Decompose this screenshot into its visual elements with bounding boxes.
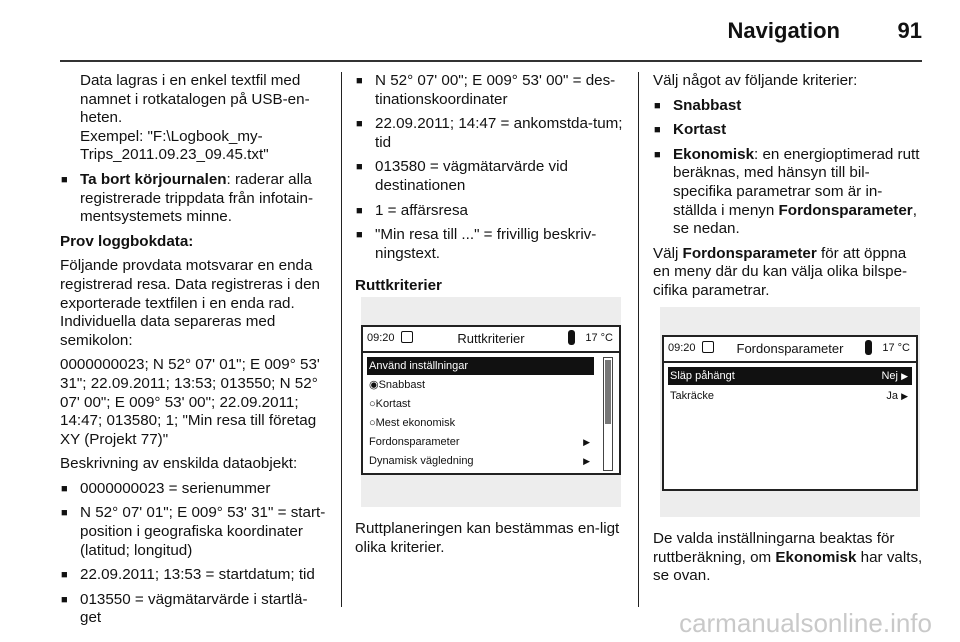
term: Ekonomisk	[673, 145, 755, 163]
caption-fordonsparameter	[653, 530, 923, 586]
term: Fordonsparameter	[778, 201, 913, 219]
temperature: 17 °C	[585, 332, 613, 344]
display-screen	[361, 325, 621, 475]
paragraph: Följande provdata motsvarar en enda registrerad resa. Data registreras i den exporterade textfilen i en enda rad. Individuella data separeras med semikolon:	[60, 257, 320, 349]
menu-item-value: Nej	[881, 370, 898, 382]
menu-item[interactable]	[668, 367, 912, 385]
menu-item-label: Fordonsparameter	[369, 436, 460, 448]
list-item: ■ "Min resa till ..." = frivillig beskriv-ningstext.	[355, 226, 623, 263]
text: Välj	[653, 244, 683, 262]
menu-item-label: ◉Snabbast	[369, 379, 426, 391]
scrollbar-thumb[interactable]	[605, 360, 611, 424]
term: Fordonsparameter	[682, 244, 817, 262]
list-item: ■ 013550 = vägmätarvärde i startlä-get	[60, 591, 328, 628]
chevron-right-icon: ▶	[583, 437, 590, 447]
list-item: ■ 22.09.2011; 13:53 = startdatum; tid	[60, 566, 328, 585]
status-bar	[363, 327, 619, 353]
column-divider	[341, 72, 342, 607]
list-item	[653, 146, 923, 239]
term: Ekonomisk	[775, 548, 857, 566]
text: Exempel: "F:\Logbook_my-Trips_2011.09.23_09.45.txt"	[80, 127, 269, 164]
text: : raderar alla registrerade trippdata från infotain-mentsystemets minne.	[80, 170, 314, 226]
text: Data lagras i en enkel textfil med namnet i rotkatalogen på USB-en-heten.	[80, 72, 310, 127]
paragraph: Beskrivning av enskilda dataobjekt:	[60, 455, 298, 473]
menu-item[interactable]	[367, 452, 594, 470]
column-divider	[638, 72, 639, 607]
watermark: carmanualsonline.info	[679, 608, 932, 638]
term: Ta bort körjournalen	[80, 170, 227, 188]
screen-title: Ruttkriterier	[457, 331, 525, 346]
list-item: ■ Kortast	[653, 121, 923, 140]
menu-item[interactable]	[367, 376, 594, 394]
paragraph: 0000000023; N 52° 07' 01"; E 009° 53' 31"; 22.09.2011; 13:53; 013550; N 52° 07' 00"; E 009° 53' 00"; 22.09.2011; 14:47; 013580; 1; "Min resa till företag XY (Projekt 77)"	[60, 356, 320, 448]
chevron-right-icon: ▶	[901, 371, 908, 381]
text: , se nedan.	[673, 201, 917, 238]
menu-item[interactable]	[367, 395, 594, 413]
section-heading: Prov loggbokdata:	[60, 232, 194, 250]
text: De valda inställningarna beaktas för ruttberäkning, om	[653, 530, 895, 566]
page-title: Navigation	[727, 18, 840, 43]
menu-item[interactable]	[668, 387, 912, 405]
paragraph	[60, 72, 328, 165]
list-item: ■ 22.09.2011; 14:47 = ankomstda-tum; tid	[355, 115, 623, 152]
column-1	[60, 72, 328, 634]
chevron-right-icon: ▶	[901, 391, 908, 401]
text: har valts, se ovan.	[653, 548, 923, 585]
thermometer-icon	[865, 340, 872, 355]
menu-item-label: ○Mest ekonomisk	[369, 417, 456, 429]
paragraph	[653, 245, 923, 301]
caption-ruttkriterier: Ruttplaneringen kan bestämmas en-ligt olika kriterier.	[355, 520, 620, 556]
text: för att öppna en meny där du kan välja olika bilspe-cifika parametrar.	[653, 244, 908, 299]
menu-item-label: ○Kortast	[369, 398, 411, 410]
page-header	[60, 14, 922, 58]
list-item: ■ Snabbast	[653, 97, 923, 116]
page-number: 91	[897, 18, 922, 43]
menu-item-value: Ja	[886, 390, 898, 402]
display-screen	[662, 335, 918, 491]
status-bar	[664, 337, 916, 363]
scrollbar[interactable]	[603, 357, 613, 471]
menu-item-label: Dynamisk vägledning	[369, 455, 474, 467]
screenshot-fordonsparameter	[660, 307, 920, 517]
menu-item-label: Använd inställningar	[369, 360, 469, 372]
screenshot-ruttkriterier	[361, 297, 621, 507]
section-heading: Ruttkriterier	[355, 277, 442, 295]
list-item	[60, 171, 328, 227]
header-rule	[60, 60, 922, 62]
menu-item[interactable]	[367, 433, 594, 451]
clock: 09:20	[367, 332, 395, 344]
temperature: 17 °C	[882, 342, 910, 354]
menu-item[interactable]	[367, 357, 594, 375]
text: : en energioptimerad rutt beräknas, med hänsyn till bil-specifika parametrar som är in-ställda i menyn	[673, 145, 920, 219]
column-3	[653, 72, 923, 307]
clock: 09:20	[668, 342, 696, 354]
list-item: ■ 013580 = vägmätarvärde vid destinationen	[355, 158, 623, 195]
menu-item-label: Släp påhängt	[670, 370, 735, 382]
list-item: ■ N 52° 07' 01"; E 009° 53' 31" = start-position i geografiska koordinater (latitud; longitud)	[60, 504, 328, 560]
screen-title: Fordonsparameter	[736, 341, 844, 356]
menu-item-label: Takräcke	[670, 390, 715, 402]
list-item: ■ 1 = affärsresa	[355, 202, 623, 221]
list-item: ■ N 52° 07' 00"; E 009° 53' 00" = des-tinationskoordinater	[355, 72, 623, 109]
paragraph: Välj något av följande kriterier:	[653, 72, 858, 89]
column-2	[355, 72, 623, 302]
thermometer-icon	[568, 330, 575, 345]
menu-item[interactable]	[367, 414, 594, 432]
chevron-right-icon: ▶	[583, 456, 590, 466]
list-item: ■ 0000000023 = serienummer	[60, 480, 328, 499]
